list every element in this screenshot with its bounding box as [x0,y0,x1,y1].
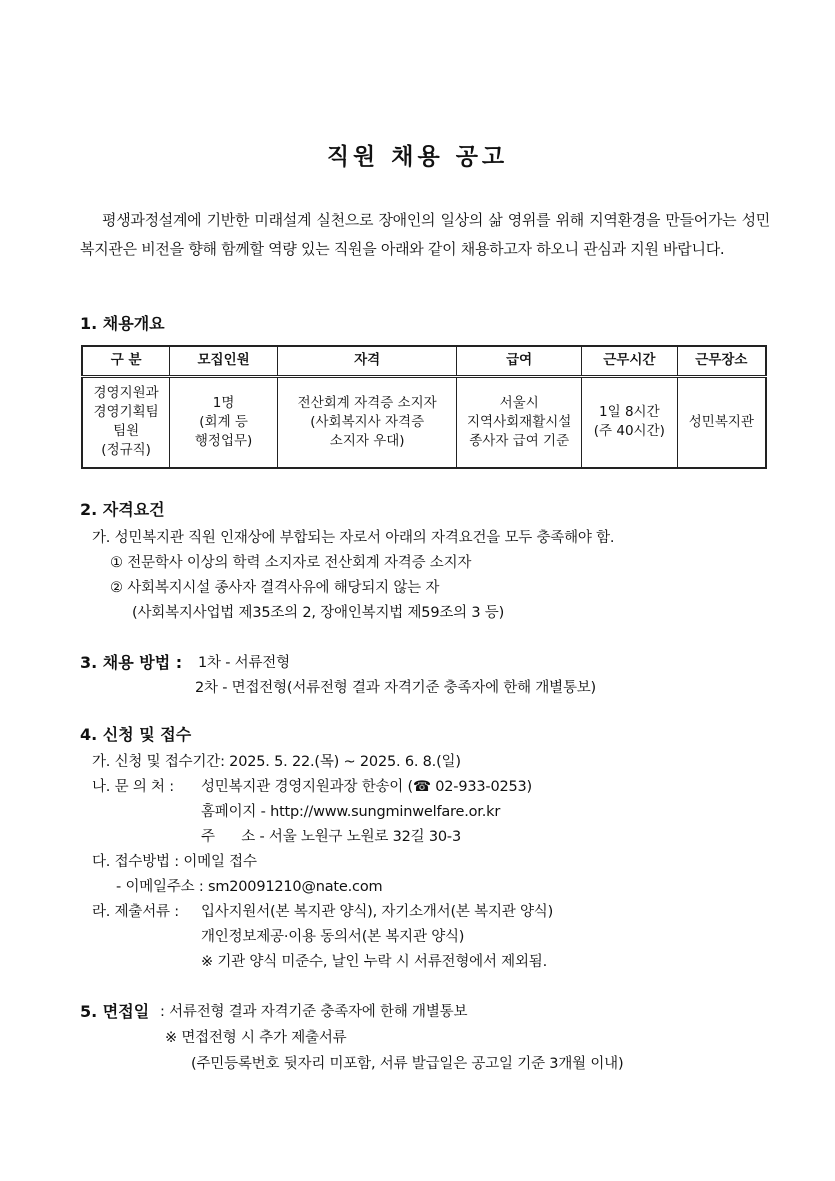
document-note: ※ 기관 양식 미준수, 날인 누락 시 서류전형에서 제외됨. [201,954,547,970]
cell-line: 서울시 [499,394,539,411]
table-header: 자격 [277,346,456,376]
location-cell: 성민복지관 [677,376,766,468]
required-document: 개인정보제공·이용 동의서(본 복지관 양식) [201,929,465,945]
homepage-link[interactable]: 홈페이지 - http://www.sungminwelfare.or.kr [201,804,501,820]
section5-heading: 5. 면접일 [80,1002,150,1021]
cell-line: 1명 [212,394,235,411]
cell-line: (회계 등 [199,413,248,430]
method-step2: 2차 - 면접전형(서류전형 결과 자격기준 충족자에 한해 개별통보) [195,680,597,696]
section4-heading: 4. 신청 및 접수 [80,725,192,744]
cell-line: 경영기획팀 [93,404,159,421]
requirement-note: (사회복지사업법 제35조의 2, 장애인복지법 제59조의 3 등) [132,605,505,621]
table-header: 모집인원 [170,346,278,376]
table-header: 근무장소 [677,346,766,376]
qualification-cell [277,376,456,468]
method-step1: 1차 - 서류전형 [198,655,290,671]
page-title: 직원 채용 공고 [326,144,509,170]
section1-heading: 1. 채용개요 [80,314,165,333]
application-period: 가. 신청 및 접수기간: 2025. 5. 22.(목) ~ 2025. 6. 8.(일) [92,754,461,770]
cell-line: (사회복지사 자격증 [310,413,425,430]
cell-line: 팀원 [113,423,140,440]
address: 주 소 - 서울 노원구 노원로 32길 30-3 [201,829,461,845]
cell-line: 지역사회재활시설 [467,413,572,430]
cell-line: 행정업무) [194,432,253,449]
cell-line: (주 40시간) [593,423,665,440]
requirement-item: ① 전문학사 이상의 학력 소지자로 전산회계 자격증 소지자 [110,555,472,571]
table-header-row [82,346,766,376]
inquiry-contact: 성민복지관 경영지원과장 한송이 (☎ 02-933-0253) [201,779,533,795]
table-header: 근무시간 [581,346,677,376]
section2-heading: 2. 자격요건 [80,500,165,519]
table-row [82,376,766,468]
email-address[interactable]: - 이메일주소 : sm20091210@nate.com [116,879,383,895]
salary-cell [457,376,582,468]
requirement-intro: 가. 성민복지관 직원 인재상에 부합되는 자로서 아래의 자격요건을 모두 충족해야 함. [92,530,615,546]
required-document: 입사지원서(본 복지관 양식), 자기소개서(본 복지관 양식) [201,904,554,920]
table-header: 급여 [457,346,582,376]
headcount-cell [170,376,278,468]
interview-note-detail: (주민등록번호 뒷자리 미포함, 서류 발급일은 공고일 기준 3개월 이내) [191,1056,624,1072]
cell-line: 종사자 급여 기준 [469,432,570,449]
cell-line: (정규직) [101,442,151,459]
requirement-item: ② 사회복지시설 종사자 결격사유에 해당되지 않는 자 [110,580,440,596]
cell-line: 1일 8시간 [599,404,660,421]
inquiry-label: 나. 문 의 처 : [92,779,174,795]
section3-heading: 3. 채용 방법 : [80,653,183,672]
documents-label: 라. 제출서류 : [92,904,179,920]
cell-line: 전산회계 자격증 소지자 [297,394,437,411]
division-cell [82,376,170,468]
table-header: 구 분 [82,346,170,376]
cell-line: 소지자 우대) [329,432,405,449]
interview-text: : 서류전형 결과 자격기준 충족자에 한해 개별통보 [160,1004,468,1020]
hours-cell [581,376,677,468]
recruitment-table [81,345,767,469]
intro-text: 평생과정설계에 기반한 미래설계 실천으로 장애인의 일상의 삶 영위를 위해 지역환경을 만들어가는 성민복지관은 비전을 향해 함께할 역량 있는 직원을 아래와 같이 채용하고자 하오니 관심과 지원 바랍니다. [80,211,770,258]
cell-line: 경영지원과 [93,385,159,402]
application-method: 다. 접수방법 : 이메일 접수 [92,854,257,870]
interview-note: ※ 면접전형 시 추가 제출서류 [165,1030,347,1046]
intro-paragraph [80,206,770,264]
